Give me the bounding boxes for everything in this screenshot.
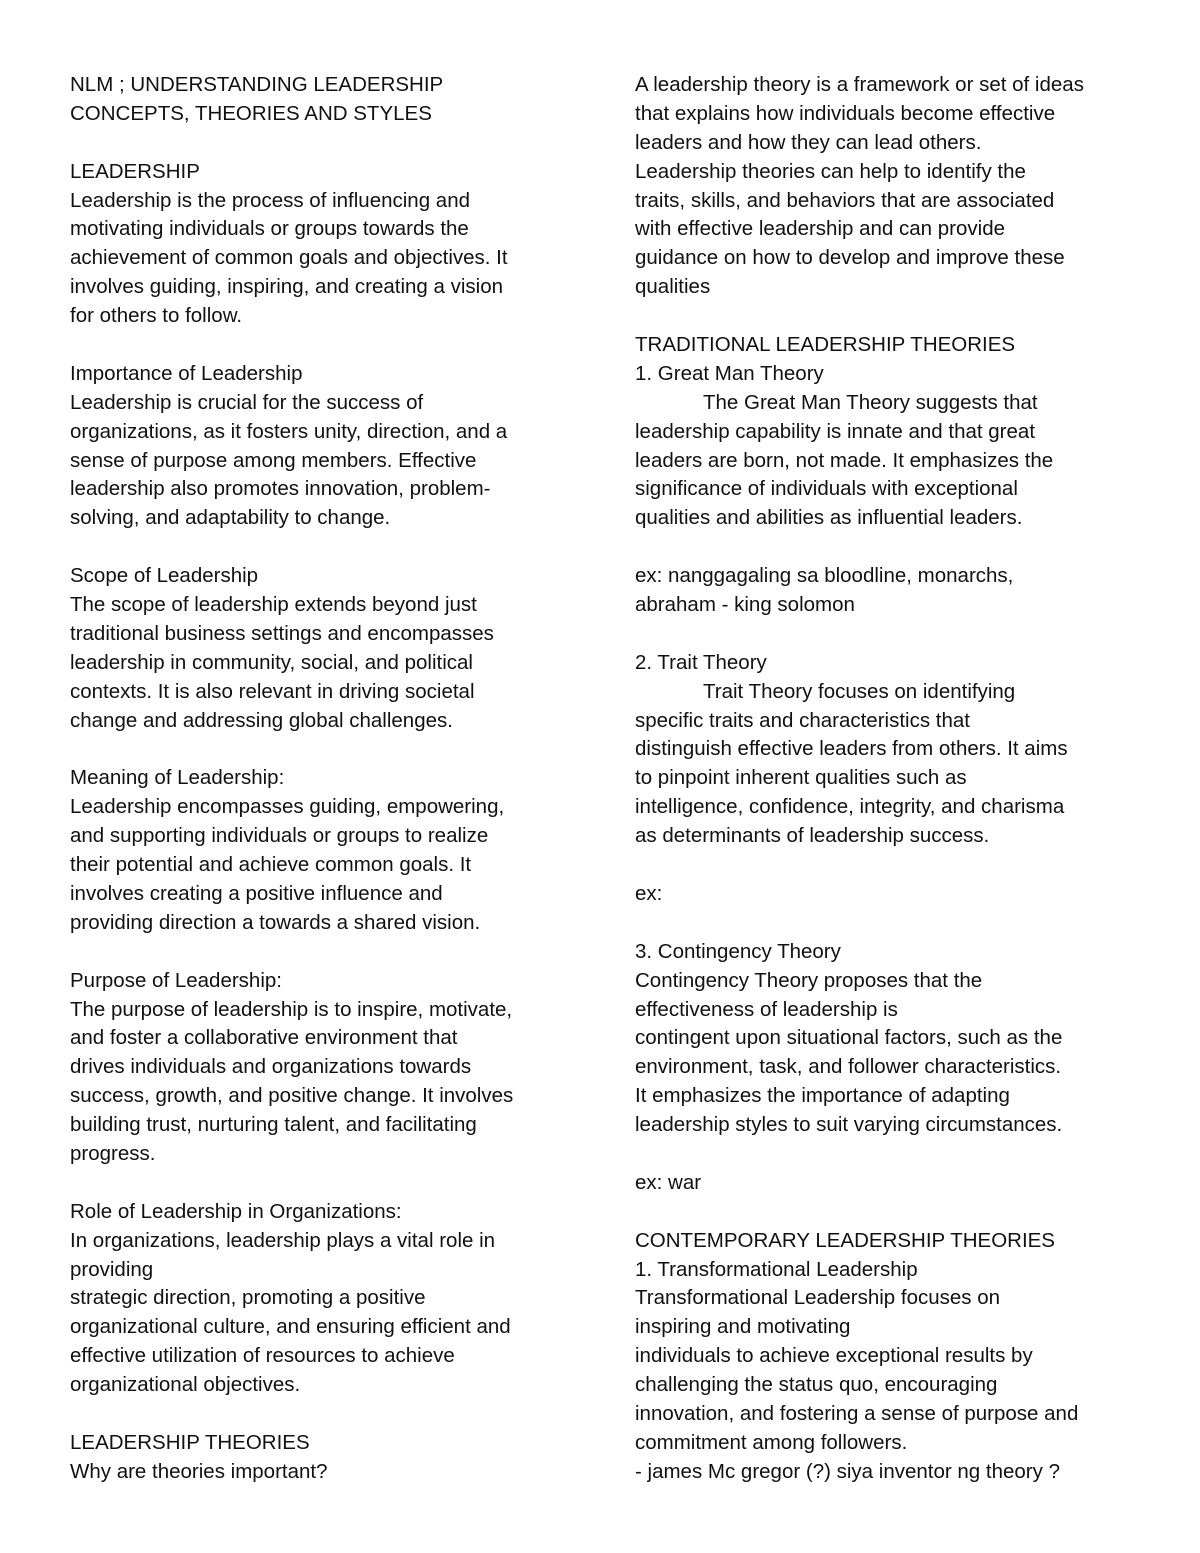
text-line: and foster a collaborative environment that: [70, 1026, 458, 1050]
text-line: The purpose of leadership is to inspire, motivate,: [70, 997, 513, 1021]
text-line: ex: nanggagaling sa bloodline, monarchs,: [635, 564, 1014, 588]
text-line: qualities: [635, 275, 711, 299]
text-line: providing: [70, 1257, 154, 1281]
text-line: success, growth, and positive change. It involves: [70, 1084, 514, 1108]
text-line: organizational objectives.: [70, 1373, 301, 1397]
text-line: leadership capability is innate and that great: [635, 419, 1036, 443]
text-line: Scope of Leadership: [70, 564, 259, 588]
text-line: that explains how individuals become effective: [635, 101, 1056, 125]
text-line: change and addressing global challenges.: [70, 708, 453, 732]
text-line: 1. Transformational Leadership: [635, 1257, 918, 1281]
text-line: A leadership theory is a framework or set of ideas: [635, 73, 1084, 96]
text-line: Leadership is the process of influencing and: [70, 188, 471, 212]
text-line: motivating individuals or groups towards the: [70, 217, 469, 241]
text-line: 1. Great Man Theory: [635, 361, 824, 385]
blank-line: [635, 1140, 1135, 1169]
text-line: contexts. It is also relevant in driving societal: [70, 679, 475, 703]
blank-line: [635, 851, 1135, 880]
blank-line: [70, 331, 570, 360]
text-line: for others to follow.: [70, 304, 243, 328]
text-line: significance of individuals with exceptional: [635, 477, 1018, 501]
text-line: Transformational Leadership focuses on: [635, 1286, 1001, 1310]
text-line: intelligence, confidence, integrity, and charisma: [635, 795, 1065, 819]
text-line: innovation, and fostering a sense of purpose and: [635, 1401, 1079, 1425]
text-line: - james Mc gregor (?) siya inventor ng theory ?: [635, 1459, 1060, 1483]
text-line: distinguish effective leaders from others. It aims: [635, 737, 1068, 761]
text-line: In organizations, leadership plays a vital role in: [70, 1228, 496, 1252]
blank-line: [70, 1169, 570, 1198]
text-line: contingent upon situational factors, such as the: [635, 1026, 1063, 1050]
text-line: leaders are born, not made. It emphasizes the: [635, 448, 1054, 472]
text-line: ex:: [635, 881, 663, 905]
text-line: LEADERSHIP: [70, 159, 200, 183]
text-line: leadership in community, social, and political: [70, 650, 473, 674]
text-line: leadership styles to suit varying circumstances.: [635, 1113, 1063, 1137]
text-line: Contingency Theory proposes that the: [635, 968, 983, 992]
blank-line: [635, 620, 1135, 649]
text-line: abraham - king solomon: [635, 593, 855, 617]
text-line: Leadership theories can help to identify the: [635, 159, 1026, 183]
text-line: their potential and achieve common goals. It: [70, 853, 472, 877]
text-line: inspiring and motivating: [635, 1315, 851, 1339]
text-line: 2. Trait Theory: [635, 650, 767, 674]
text-line: Leadership encompasses guiding, empowering,: [70, 795, 505, 819]
text-line: specific traits and characteristics that: [635, 708, 970, 732]
text-line: CONTEMPORARY LEADERSHIP THEORIES: [635, 1228, 1055, 1252]
text-line: Meaning of Leadership:: [70, 766, 285, 790]
text-line: Trait Theory focuses on identifying: [635, 679, 1016, 703]
text-line: as determinants of leadership success.: [635, 824, 990, 848]
text-line: Purpose of Leadership:: [70, 968, 282, 992]
blank-line: [70, 938, 570, 967]
text-line: organizational culture, and ensuring efficient and: [70, 1315, 511, 1339]
text-line: to pinpoint inherent qualities such as: [635, 766, 967, 790]
right-text-column: [635, 71, 1135, 1487]
blank-line: [70, 129, 570, 158]
left-text-column: [70, 71, 570, 1487]
text-line: Why are theories important?: [70, 1459, 328, 1483]
text-line: achievement of common goals and objectives. It: [70, 246, 508, 270]
text-line: leadership also promotes innovation, problem-: [70, 477, 491, 501]
text-line: involves guiding, inspiring, and creating a vision: [70, 275, 504, 299]
text-line: It emphasizes the importance of adapting: [635, 1084, 1010, 1108]
text-line: The scope of leadership extends beyond just: [70, 593, 477, 617]
text-line: providing direction a towards a shared vision.: [70, 910, 481, 934]
text-line: challenging the status quo, encouraging: [635, 1373, 998, 1397]
blank-line: [635, 1198, 1135, 1227]
text-line: involves creating a positive influence and: [70, 881, 443, 905]
text-line: environment, task, and follower characteristics.: [635, 1055, 1062, 1079]
text-line: effective utilization of resources to achieve: [70, 1344, 455, 1368]
text-line: traits, skills, and behaviors that are associated: [635, 188, 1055, 212]
blank-line: [70, 533, 570, 562]
text-line: solving, and adaptability to change.: [70, 506, 391, 530]
text-line: guidance on how to develop and improve these: [635, 246, 1065, 270]
text-line: The Great Man Theory suggests that: [635, 390, 1038, 414]
text-line: LEADERSHIP THEORIES: [70, 1430, 310, 1454]
text-line: ex: war: [635, 1170, 702, 1194]
text-line: organizations, as it fosters unity, direction, and a: [70, 419, 508, 443]
text-line: Importance of Leadership: [70, 361, 303, 385]
blank-line: [635, 533, 1135, 562]
text-line: Role of Leadership in Organizations:: [70, 1199, 402, 1223]
text-line: individuals to achieve exceptional results by: [635, 1344, 1033, 1368]
text-line: NLM ; UNDERSTANDING LEADERSHIP: [70, 73, 444, 96]
text-line: drives individuals and organizations towards: [70, 1055, 472, 1079]
text-line: strategic direction, promoting a positive: [70, 1286, 426, 1310]
text-line: commitment among followers.: [635, 1430, 908, 1454]
text-line: effectiveness of leadership is: [635, 997, 898, 1021]
blank-line: [635, 909, 1135, 938]
text-line: with effective leadership and can provide: [635, 217, 1005, 241]
text-line: qualities and abilities as influential leaders.: [635, 506, 1023, 530]
text-line: leaders and how they can lead others.: [635, 130, 982, 154]
text-line: traditional business settings and encompasses: [70, 621, 494, 645]
text-line: progress.: [70, 1141, 156, 1165]
text-line: CONCEPTS, THEORIES AND STYLES: [70, 101, 432, 125]
text-line: Leadership is crucial for the success of: [70, 390, 424, 414]
text-line: and supporting individuals or groups to realize: [70, 824, 489, 848]
blank-line: [635, 302, 1135, 331]
text-line: TRADITIONAL LEADERSHIP THEORIES: [635, 333, 1016, 357]
text-line: building trust, nurturing talent, and facilitating: [70, 1113, 477, 1137]
text-line: 3. Contingency Theory: [635, 939, 841, 963]
text-line: sense of purpose among members. Effective: [70, 448, 477, 472]
blank-line: [70, 735, 570, 764]
blank-line: [70, 1400, 570, 1429]
